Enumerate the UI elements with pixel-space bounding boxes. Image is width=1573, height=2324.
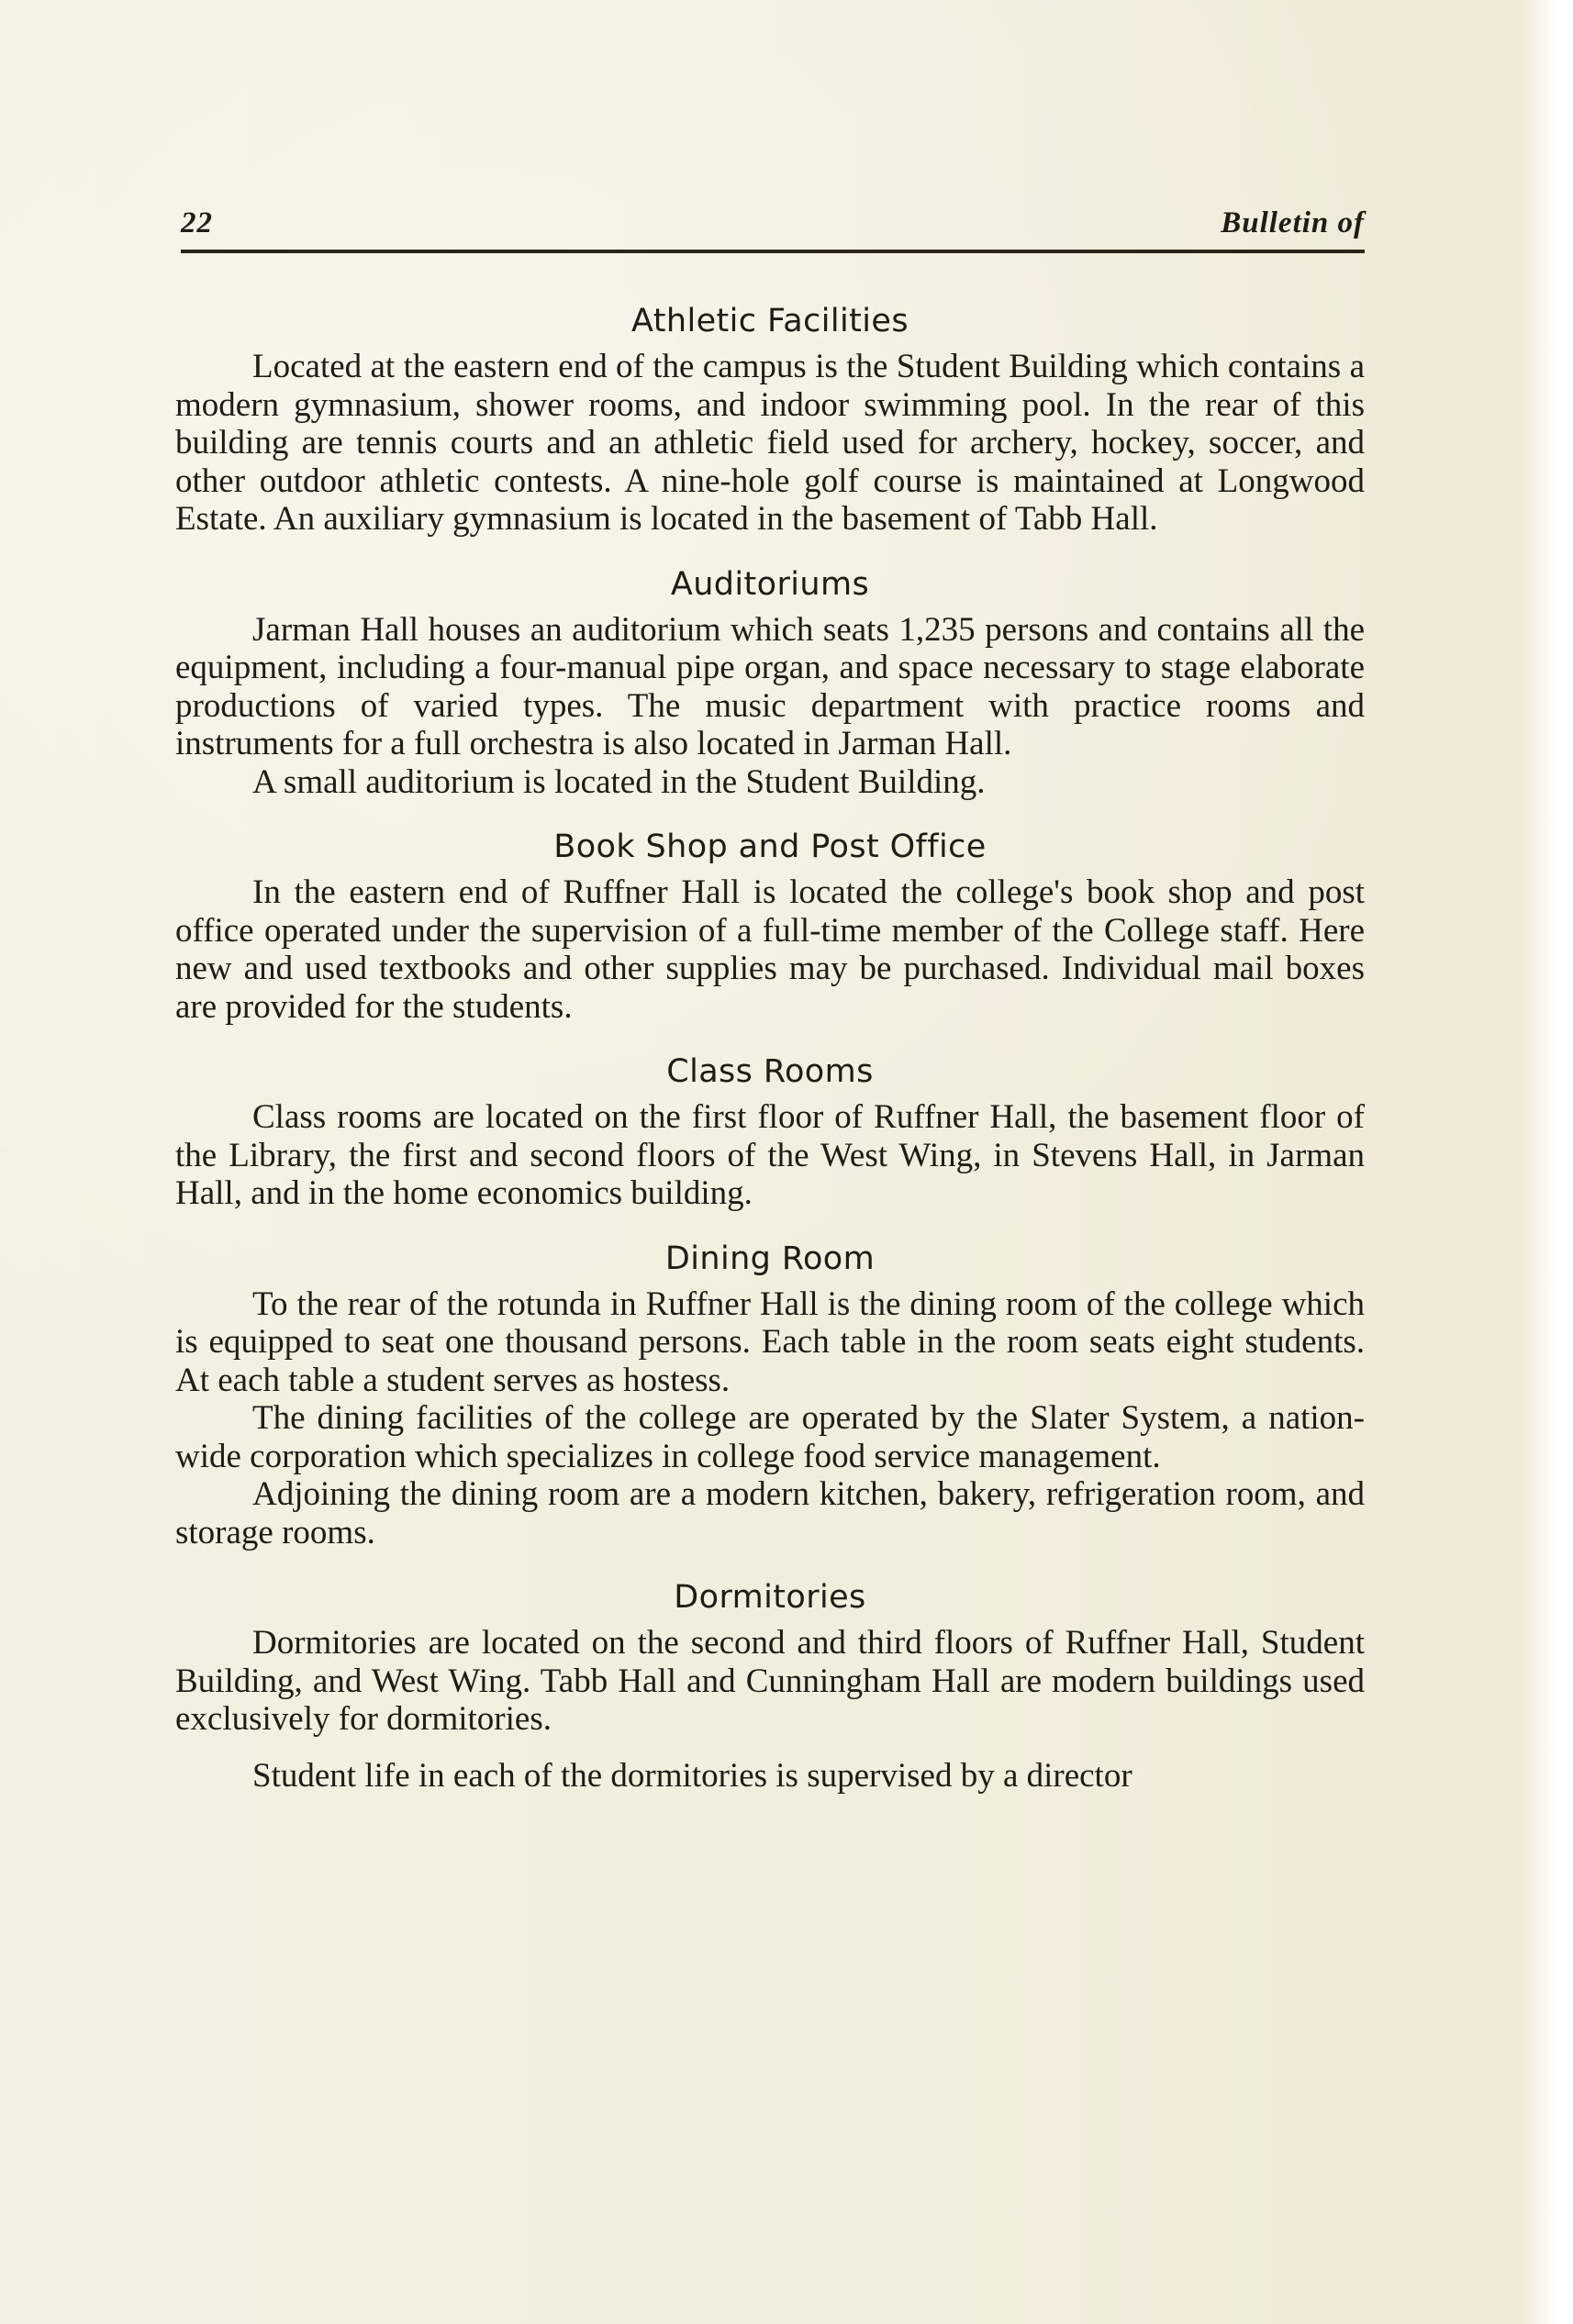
section-athletic-facilities xyxy=(175,301,1365,539)
page-edge xyxy=(1518,0,1573,2324)
section-heading: Class Rooms xyxy=(666,1053,874,1090)
section-auditoriums xyxy=(175,564,1365,802)
section-paragraph: Student life in each of the dormitories is supervised by a director xyxy=(252,1756,1132,1795)
section-paragraph: Dormitories are located on the second and third floors of Ruffner Hall, Student Building, and West Wing. Tabb Hall and Cunningham Hall are modern buildings used exclusively for dormitories. xyxy=(175,1624,1365,1738)
section-paragraph: Class rooms are located on the first floor of Ruffner Hall, the basement floor of the Library, the first and second floors of the West Wing, in Stevens Hall, in Jarman Hall, and in the home economics building. xyxy=(175,1098,1365,1212)
section-paragraph: The dining facilities of the college are operated by the Slater System, a nation-wide corporation which specializes in college food service management. xyxy=(175,1399,1365,1475)
section-paragraph: In the eastern end of Ruffner Hall is located the college's book shop and post office operated under the supervision of a full-time member of the College staff. Here new and used textbooks and other supplies may be purchased. Individual mail boxes are provided for the students. xyxy=(175,873,1365,1026)
running-title: Bulletin of xyxy=(1221,206,1365,239)
section-dormitories xyxy=(175,1577,1365,1795)
section-heading: Auditoriums xyxy=(670,565,870,603)
section-paragraph: Adjoining the dining room are a modern kitchen, bakery, refrigeration room, and storage rooms. xyxy=(175,1475,1365,1551)
section-paragraph: To the rear of the rotunda in Ruffner Hall is the dining room of the college which is equipped to seat one thousand persons. Each table in the room seats eight students. At each table a student serves as hostess. xyxy=(175,1284,1365,1399)
section-class-rooms xyxy=(175,1051,1365,1213)
header-rule xyxy=(181,250,1365,253)
page-content xyxy=(175,301,1365,1795)
section-heading: Dining Room xyxy=(664,1240,876,1277)
section-heading: Book Shop and Post Office xyxy=(553,828,987,865)
section-dining-room xyxy=(175,1239,1365,1552)
section-book-shop-post-office xyxy=(175,827,1365,1026)
page-number: 22 xyxy=(181,206,213,239)
section-paragraph: Jarman Hall houses an auditorium which seats 1,235 persons and contains all the equipment, including a four-manual pipe organ, and space necessary to stage elaborate productions of varied types. The music department with practice rooms and instruments for a full orchestra is also located in Jarman Hall. xyxy=(175,610,1365,762)
page-header xyxy=(181,201,1365,249)
section-paragraph: Located at the eastern end of the campus is the Student Building which contains a modern gymnasium, shower rooms, and indoor swimming pool. In the rear of this building are tennis courts and an athletic field used for archery, hockey, soccer, and other outdoor athletic contests. A nine-hole golf course is maintained at Longwood Estate. An auxiliary gymnasium is located in the basement of Tabb Hall. xyxy=(175,348,1365,538)
section-heading: Dormitories xyxy=(674,1579,866,1616)
section-heading: Athletic Facilities xyxy=(631,303,909,339)
section-paragraph: A small auditorium is located in the Student Building. xyxy=(252,762,986,801)
